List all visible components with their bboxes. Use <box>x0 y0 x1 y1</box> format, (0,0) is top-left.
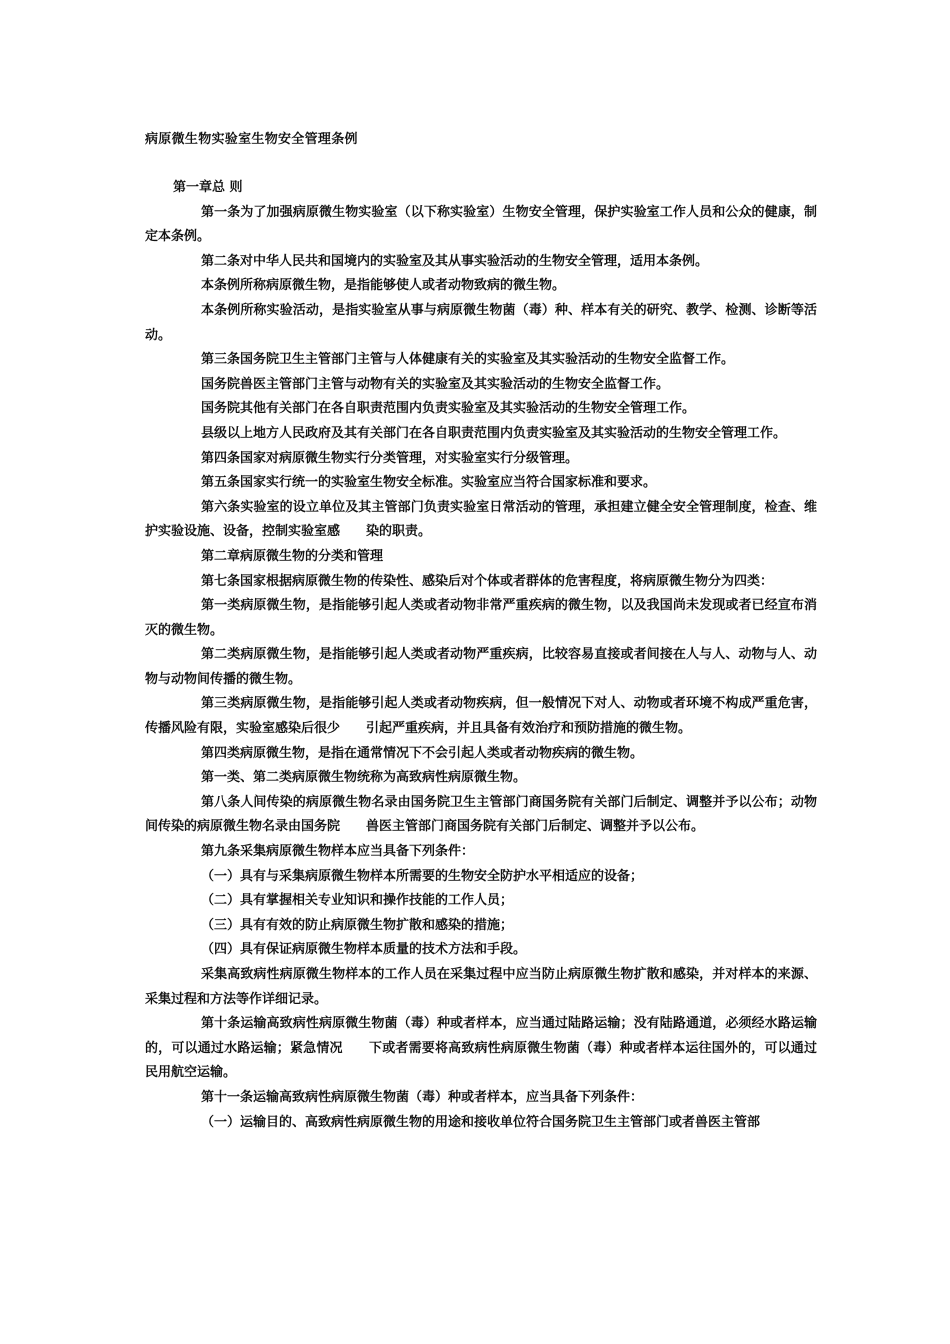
paragraph: 本条例所称病原微生物，是指能够使人或者动物致病的微生物。 <box>201 278 566 294</box>
paragraph: 第四类病原微生物，是指在通常情况下不会引起人类或者动物疾病的微生物。 <box>201 745 644 761</box>
document-body <box>145 176 817 1135</box>
paragraph: 第五条国家实行统一的实验室生物安全标准。实验室应当符合国家标准和要求。 <box>201 475 657 491</box>
list-item: （一）运输目的、高致病性病原微生物的用途和接收单位符合国务院卫生主管部门或者兽医主管部 <box>201 1114 761 1130</box>
paragraph: 采集高致病性病原微生物样本的工作人员在采集过程中应当防止病原微生物扩散和感染，并对样本的来源、采集过程和方法等作详细记录。 <box>145 967 817 1007</box>
paragraph: 第三条国务院卫生主管部门主管与人体健康有关的实验室及其实验活动的生物安全监督工作。 <box>201 352 735 368</box>
document-title: 病原微生物实验室生物安全管理条例 <box>145 132 358 147</box>
paragraph: 第三类病原微生物，是指能够引起人类或者动物疾病，但一般情况下对人、动物或者环境不构成严重危害，传播风险有限，实验室感染后很少 引起严重疾病，并且具备有效治疗和预防措施的微生物。 <box>145 696 817 737</box>
chapter-heading: 第二章病原微生物的分类和管理 <box>201 548 384 564</box>
paragraph: 国务院兽医主管部门主管与动物有关的实验室及其实验活动的生物安全监督工作。 <box>201 376 670 392</box>
paragraph: 第九条采集病原微生物样本应当具备下列条件： <box>201 844 475 860</box>
paragraph: 第一类病原微生物，是指能够引起人类或者动物非常严重疾病的微生物，以及我国尚未发现或者已经宣布消灭的微生物。 <box>145 598 817 638</box>
list-item: （一）具有与采集病原微生物样本所需要的生物安全防护水平相适应的设备； <box>201 868 644 884</box>
list-item: （三）具有有效的防止病原微生物扩散和感染的措施； <box>201 917 514 933</box>
paragraph: 第八条人间传染的病原微生物名录由国务院卫生主管部门商国务院有关部门后制定、调整并予以公布；动物间传染的病原微生物名录由国务院 兽医主管部门商国务院有关部门后制定、调整并予以公布。 <box>145 794 817 835</box>
paragraph: 第一类、第二类病原微生物统称为高致病性病原微生物。 <box>201 770 527 786</box>
paragraph: 第十一条运输高致病性病原微生物菌（毒）种或者样本，应当具备下列条件： <box>201 1089 644 1105</box>
paragraph: 县级以上地方人民政府及其有关部门在各自职责范围内负责实验室及其实验活动的生物安全管理工作。 <box>201 425 787 441</box>
paragraph: 第四条国家对病原微生物实行分类管理，对实验室实行分级管理。 <box>201 450 579 466</box>
paragraph: 第十条运输高致病性病原微生物菌（毒）种或者样本，应当通过陆路运输；没有陆路通道，必须经水路运输的，可以通过水路运输；紧急情况 下或者需要将高致病性病原微生物菌（毒）种或者样本运往国外的，可以通过民用航空运输。 <box>145 1016 817 1081</box>
paragraph: 第一条为了加强病原微生物实验室（以下称实验室）生物安全管理，保护实验室工作人员和公众的健康，制定本条例。 <box>145 204 817 245</box>
paragraph: 本条例所称实验活动，是指实验室从事与病原微生物菌（毒）种、样本有关的研究、教学、检测、诊断等活动。 <box>145 302 817 343</box>
list-item: （四）具有保证病原微生物样本质量的技术方法和手段。 <box>201 942 527 958</box>
paragraph: 第二条对中华人民共和国境内的实验室及其从事实验活动的生物安全管理，适用本条例。 <box>201 253 709 269</box>
paragraph: 国务院其他有关部门在各自职责范围内负责实验室及其实验活动的生物安全管理工作。 <box>201 401 696 417</box>
paragraph: 第七条国家根据病原微生物的传染性、感染后对个体或者群体的危害程度，将病原微生物分为四类： <box>201 573 774 589</box>
chapter-heading: 第一章总 则 <box>173 180 243 195</box>
list-item: （二）具有掌握相关专业知识和操作技能的工作人员； <box>201 893 514 909</box>
paragraph: 第六条实验室的设立单位及其主管部门负责实验室日常活动的管理，承担建立健全安全管理制度，检查、维护实验设施、设备，控制实验室感 染的职责。 <box>145 499 817 540</box>
paragraph: 第二类病原微生物，是指能够引起人类或者动物严重疾病，比较容易直接或者间接在人与人、动物与人、动物与动物间传播的微生物。 <box>145 647 817 687</box>
